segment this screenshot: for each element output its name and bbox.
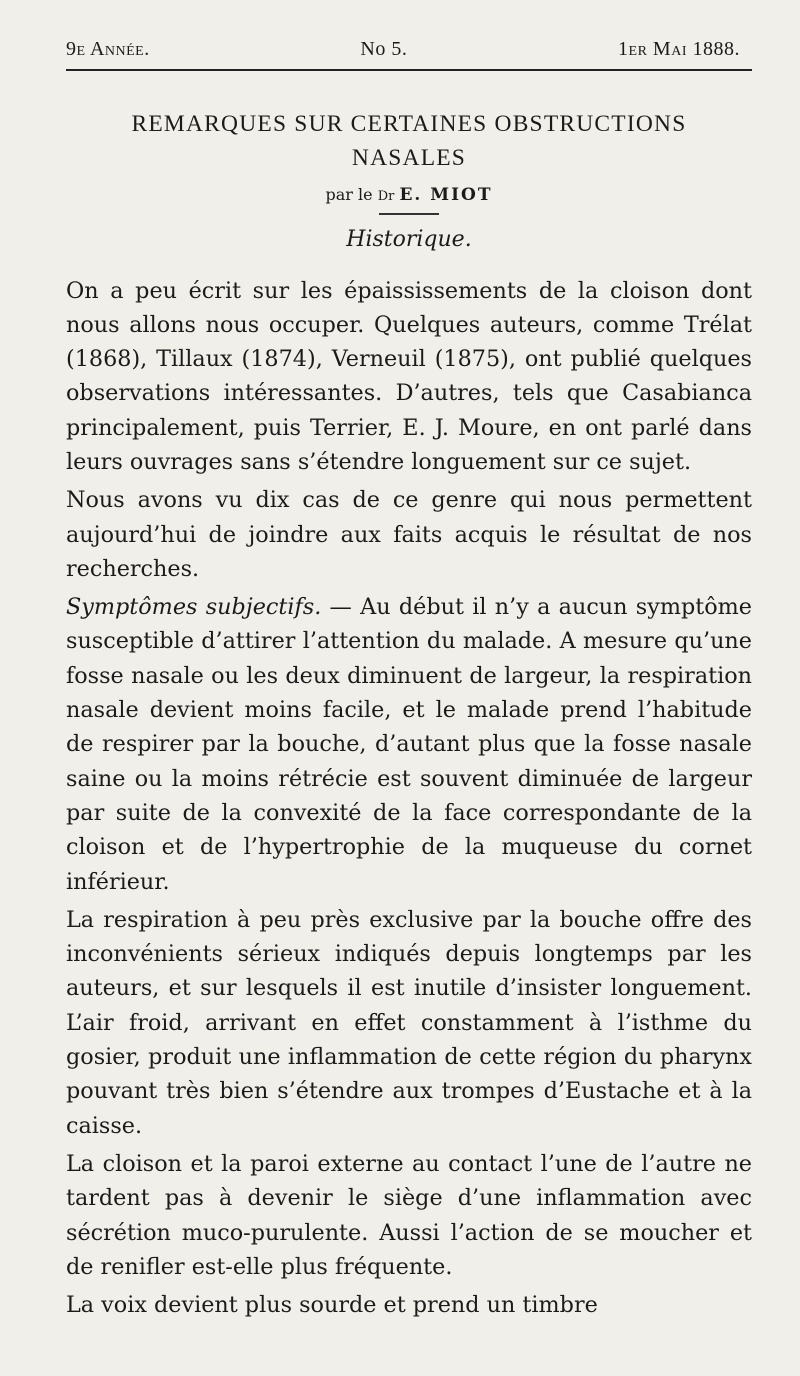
article-title xyxy=(66,107,752,175)
paragraph-2: Nous avons vu dix cas de ce genre qui nous permettent aujourd’hui de joindre aux faits acquis le résultat de nos recherches. xyxy=(66,487,752,582)
paragraph-3-lead: Symptômes subjectifs. xyxy=(66,594,322,621)
running-head xyxy=(66,38,752,61)
paragraph-3 xyxy=(66,590,752,899)
issue-date: 1er Mai 1888. xyxy=(618,38,740,60)
author-name: E. MIOT xyxy=(399,185,493,205)
issue-number: No 5. xyxy=(360,38,408,60)
paragraph-4: La respiration à peu près exclusive par la bouche offre des inconvénients sérieux indiqués depuis longtemps par les auteurs, et sur lesquels il est inutile d’insister longuement. L’air froid, arrivant en effet constamment à l’isthme du gosier, produit une inflammation de cette région du pharynx pouvant très bien s’étendre aux trompes d’Eustache et à la caisse. xyxy=(66,906,752,1139)
paragraph-3-text: — Au début il n’y a aucun symptôme susceptible d’attirer l’attention du malade. A mesure qu’une fosse nasale ou les deux diminuent de largeur, la respiration nasale devient moins facile, et le malade prend l’habitude de respirer par la bouche, d’autant plus que la fosse nasale saine ou la moins rétrécie est souvent diminuée de largeur par suite de la convexité de la face correspondante de la cloison et de l’hypertrophie de la muqueuse du cornet inférieur. xyxy=(66,594,752,895)
byline xyxy=(66,185,752,205)
paragraph-6: La voix devient plus sourde et prend un timbre xyxy=(66,1292,598,1319)
article-title-line-2: NASALES xyxy=(351,145,467,171)
paragraph-1: On a peu écrit sur les épaississements de la cloison dont nous allons nous occuper. Quelques auteurs, comme Trélat (1868), Tillaux (1874), Verneuil (1875), ont publié quelques observations intéressantes. D’autres, tels que Casabianca principalement, puis Terrier, E. J. Moure, en ont parlé dans leurs ouvrages sans s’étendre longuement sur ce sujet. xyxy=(66,277,752,475)
header-rule xyxy=(66,69,752,71)
byline-rule xyxy=(379,213,439,215)
byline-title: Dr xyxy=(377,189,395,204)
section-heading: Historique. xyxy=(346,226,472,252)
volume-year: 9e Année. xyxy=(66,38,150,60)
byline-par: par le xyxy=(325,185,373,204)
article-title-line-1: REMARQUES SUR CERTAINES OBSTRUCTIONS xyxy=(131,111,687,137)
paragraph-5: La cloison et la paroi externe au contact l’une de l’autre ne tardent pas à devenir le siège d’une inflammation avec sécrétion muco-purulente. Aussi l’action de se moucher et de renifler est-elle plus fréquente. xyxy=(66,1150,752,1280)
article-body xyxy=(66,274,752,1323)
